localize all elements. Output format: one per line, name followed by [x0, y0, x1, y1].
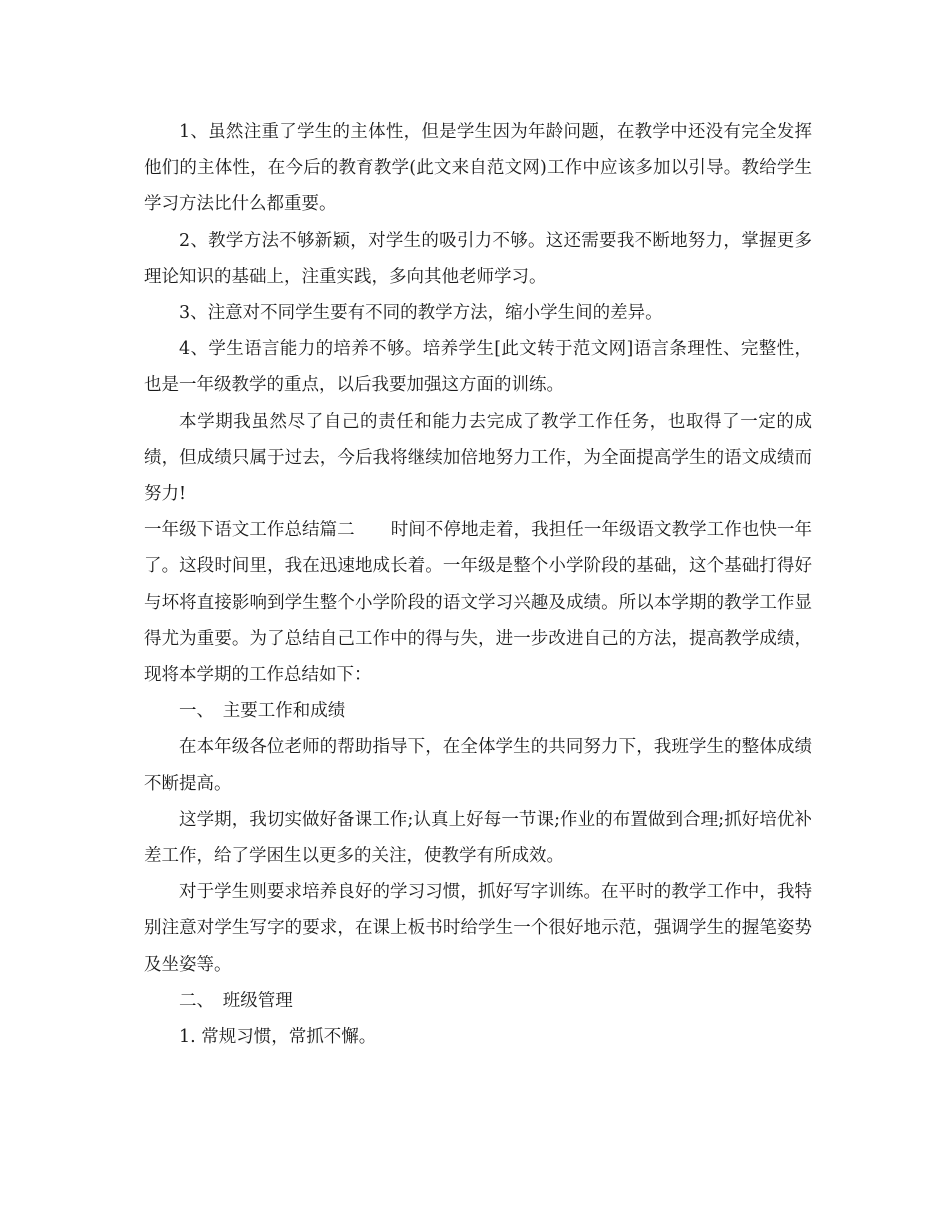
paragraph-2: 2、教学方法不够新颖，对学生的吸引力不够。这还需要我不断地努力，掌握更多理论知识的基础上，注重实践，多向其他老师学习。 — [144, 230, 812, 287]
paragraph-4: 4、学生语言能力的培养不够。培养学生[此文转于范文网]语言条理性、完整性，也是一年级教学的重点，以后我要加强这方面的训练。 — [144, 339, 812, 396]
section-title: 一年级下语文工作总结篇二 — [144, 520, 355, 541]
document-body — [144, 114, 812, 1055]
heading-main-work: 一、 主要工作和成绩 — [179, 701, 346, 722]
paragraph-1: 1、虽然注重了学生的主体性，但是学生因为年龄问题，在教学中还没有完全发挥他们的主体性，在今后的教育教学(此文来自范文网)工作中应该多加以引导。教给学生学习方法比什么都重要。 — [144, 122, 812, 215]
paragraph-7: 这学期，我切实做好备课工作;认真上好每一节课;作业的布置做到合理;抓好培优补差工作，给了学困生以更多的关注，使教学有所成效。 — [144, 809, 812, 867]
paragraph-5: 本学期我虽然尽了自己的责任和能力去完成了教学工作任务，也取得了一定的成绩，但成绩只属于过去，今后我将继续加倍地努力工作，为全面提高学生的语文成绩而努力! — [144, 411, 812, 505]
paragraph-8: 对于学生则要求培养良好的学习习惯，抓好写字训练。在平时的教学工作中，我特别注意对学生写字的要求，在课上板书时给学生一个很好地示范，强调学生的握笔姿势及坐姿等。 — [144, 882, 812, 975]
section-paragraph — [144, 512, 812, 693]
list-item-routine: 1. 常规习惯，常抓不懈。 — [179, 1027, 377, 1048]
paragraph-6: 在本年级各位老师的帮助指导下，在全体学生的共同努力下，我班学生的整体成绩不断提高。 — [144, 737, 812, 794]
section-intro: 时间不停地走着，我担任一年级语文教学工作也快一年了。这段时间里，我在迅速地成长着。一年级是整个小学阶段的基础，这个基础打得好与坏将直接影响到学生整个小学阶段的语文学习兴趣及成绩。所以本学期的教学工作显得尤为重要。为了总结自己工作中的得与失，进一步改进自己的方法，提高教学成绩，现将本学期的工作总结如下： — [144, 520, 813, 686]
paragraph-3: 3、注意对不同学生要有不同的教学方法，缩小学生间的差异。 — [179, 303, 663, 324]
heading-class-management: 二、 班级管理 — [179, 990, 293, 1011]
